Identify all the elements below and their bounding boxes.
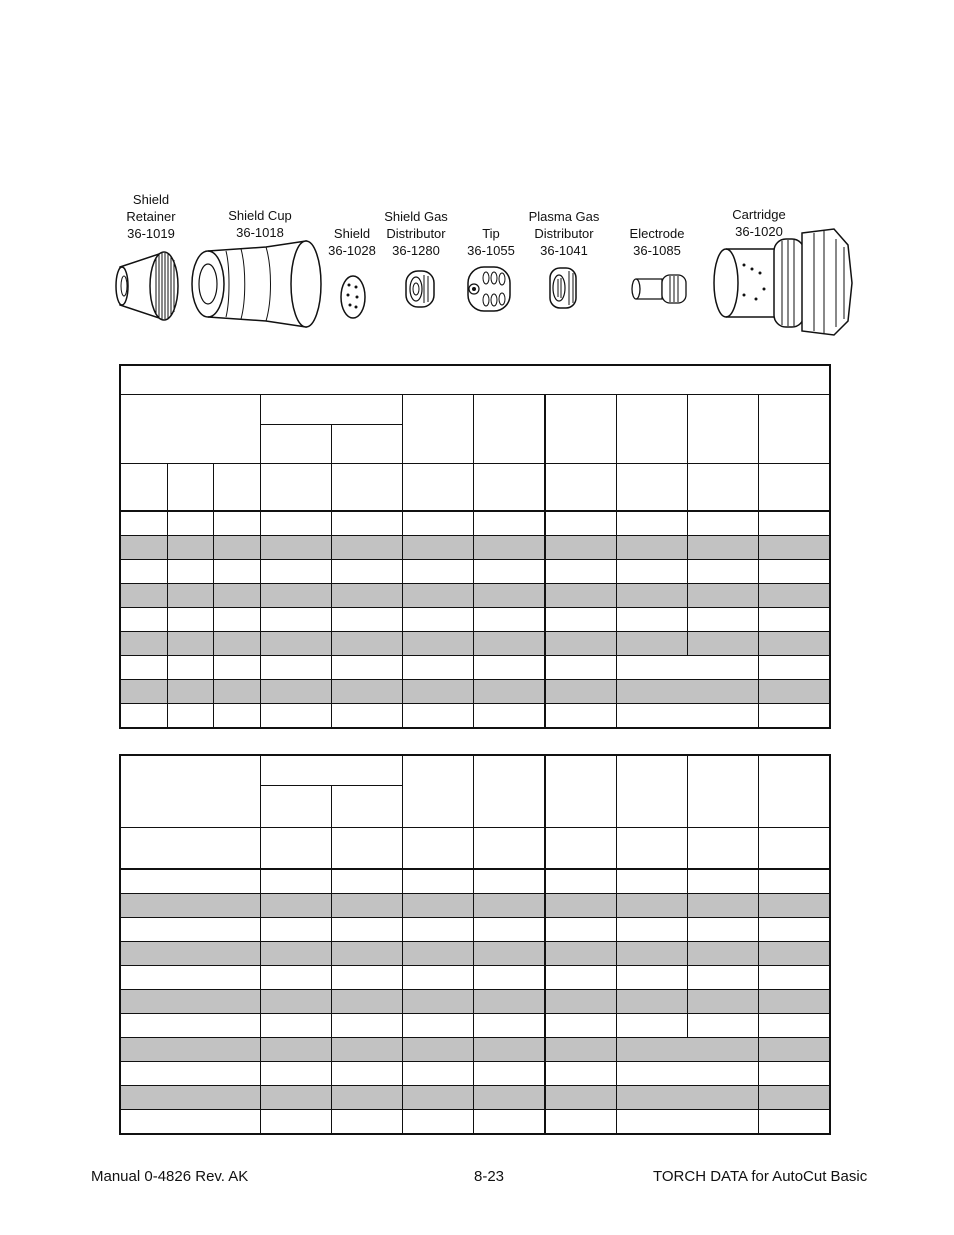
table-cell: [260, 990, 331, 1014]
header-cell: [331, 786, 402, 828]
table-cell: [167, 584, 213, 608]
table-cell: [758, 918, 830, 942]
table-cell: [120, 966, 260, 990]
table-cell: [260, 560, 331, 584]
table-cell: [473, 1110, 545, 1135]
shield-gas-distributor-drawing: [402, 267, 438, 311]
table-cell: [473, 1038, 545, 1062]
header-cell: [473, 395, 545, 464]
table-cell: [473, 1014, 545, 1038]
table-cell: [545, 1038, 616, 1062]
header-cell: [402, 395, 473, 464]
table-cell: [616, 869, 687, 894]
table-cell: [758, 869, 830, 894]
table-cell: [167, 632, 213, 656]
table-cell: [213, 632, 260, 656]
table-row: [120, 1086, 830, 1110]
footer-section-title: TORCH DATA for AutoCut Basic: [653, 1168, 868, 1185]
table-cell: [260, 942, 331, 966]
table-cell: [545, 1086, 616, 1110]
header-cell: [213, 464, 260, 512]
table-cell: [687, 511, 758, 536]
table-cell: [213, 584, 260, 608]
table-cell: [545, 704, 616, 729]
table-cell: [616, 1086, 758, 1110]
table-cell: [616, 966, 687, 990]
table-cell: [402, 511, 473, 536]
table-cell: [473, 536, 545, 560]
header-cell: [473, 755, 545, 828]
table-cell: [331, 704, 402, 729]
table-cell: [687, 918, 758, 942]
table-cell: [402, 584, 473, 608]
header-cell: [545, 755, 616, 828]
table-cell: [545, 511, 616, 536]
table-cell: [758, 1110, 830, 1135]
table-cell: [758, 1062, 830, 1086]
table-row: [120, 869, 830, 894]
footer-page-number: 8-23: [474, 1168, 505, 1185]
table-cell: [473, 869, 545, 894]
table-cell: [331, 680, 402, 704]
table-cell: [545, 990, 616, 1014]
part-label-shield: Shield 36-1028: [328, 226, 376, 258]
header-cell: [260, 786, 331, 828]
table-cell: [120, 918, 260, 942]
table-cell: [331, 1038, 402, 1062]
table-cell: [120, 942, 260, 966]
table-cell: [473, 632, 545, 656]
table-cell: [331, 632, 402, 656]
part-label-shield-cup: Shield Cup 36-1018: [228, 208, 292, 240]
table-cell: [402, 942, 473, 966]
table-cell: [331, 511, 402, 536]
header-cell: [260, 425, 331, 464]
table-cell: [545, 632, 616, 656]
table-cell: [167, 560, 213, 584]
table-cell: [545, 869, 616, 894]
cartridge-drawing: [706, 225, 862, 337]
table-cell: [167, 656, 213, 680]
table-cell: [758, 966, 830, 990]
table-cell: [473, 1062, 545, 1086]
header-cell: [331, 828, 402, 870]
table-cell: [402, 656, 473, 680]
table-cell: [687, 536, 758, 560]
table-cell: [473, 704, 545, 729]
table-cell: [260, 584, 331, 608]
header-cell: [120, 395, 260, 464]
header-cell: [260, 755, 402, 786]
table-cell: [473, 511, 545, 536]
table-cell: [687, 966, 758, 990]
table-row: [120, 680, 830, 704]
table-cell: [260, 1038, 331, 1062]
table-cell: [260, 918, 331, 942]
table-row: [120, 632, 830, 656]
table-cell: [402, 966, 473, 990]
table-cell: [473, 560, 545, 584]
table-cell: [616, 1110, 758, 1135]
table-row: [120, 656, 830, 680]
table-row: [120, 966, 830, 990]
table-cell: [402, 990, 473, 1014]
table-cell: [616, 584, 687, 608]
table-cell: [402, 704, 473, 729]
table-cell: [402, 608, 473, 632]
table-cell: [213, 511, 260, 536]
table-cell: [545, 584, 616, 608]
header-cell: [473, 828, 545, 870]
part-label-shield-retainer: Shield Retainer 36-1019: [126, 192, 176, 241]
table-header-row: [120, 395, 830, 425]
shield-drawing: [338, 273, 368, 321]
header-cell: [687, 755, 758, 828]
table-row: [120, 1110, 830, 1135]
table-cell: [545, 656, 616, 680]
table-cell: [167, 608, 213, 632]
table-cell: [687, 990, 758, 1014]
table-cell: [758, 632, 830, 656]
header-cell: [167, 464, 213, 512]
header-cell: [616, 464, 687, 512]
table-cell: [331, 1014, 402, 1038]
table-cell: [473, 918, 545, 942]
table-cell: [687, 894, 758, 918]
table-cell: [260, 1110, 331, 1135]
table-cell: [402, 1062, 473, 1086]
table-cell: [260, 656, 331, 680]
table-cell: [331, 1062, 402, 1086]
header-cell: [758, 828, 830, 870]
table-cell: [758, 942, 830, 966]
table-cell: [687, 942, 758, 966]
table-cell: [758, 656, 830, 680]
table-cell: [167, 536, 213, 560]
table-cell: [402, 869, 473, 894]
table-cell: [331, 584, 402, 608]
table-cell: [758, 1038, 830, 1062]
table-cell: [402, 1086, 473, 1110]
table-cell: [260, 511, 331, 536]
table-cell: [758, 536, 830, 560]
part-label-shield-gas-distributor: Shield Gas Distributor 36-1280: [384, 209, 448, 258]
table-cell: [545, 608, 616, 632]
header-cell: [687, 828, 758, 870]
table-row: [120, 560, 830, 584]
header-cell: [545, 828, 616, 870]
table-cell: [120, 656, 167, 680]
table-row: [120, 1062, 830, 1086]
table-cell: [331, 608, 402, 632]
table-cell: [213, 560, 260, 584]
table-cell: [616, 918, 687, 942]
table-title-cell: [120, 365, 830, 395]
table-cell: [402, 536, 473, 560]
table-row: [120, 918, 830, 942]
header-cell: [616, 755, 687, 828]
table-cell: [402, 918, 473, 942]
header-cell: [120, 464, 167, 512]
header-cell: [402, 828, 473, 870]
table-cell: [213, 608, 260, 632]
table-cell: [213, 656, 260, 680]
table-cell: [616, 990, 687, 1014]
table-cell: [260, 680, 331, 704]
table-cell: [758, 1086, 830, 1110]
table-cell: [260, 632, 331, 656]
table-cell: [758, 990, 830, 1014]
table-cell: [331, 990, 402, 1014]
table-cell: [213, 536, 260, 560]
header-cell: [616, 395, 687, 464]
part-label-electrode: Electrode 36-1085: [629, 226, 685, 258]
header-cell: [545, 464, 616, 512]
table-cell: [402, 632, 473, 656]
shield-cup-drawing: [186, 237, 326, 332]
table-cell: [616, 632, 687, 656]
table-cell: [402, 1014, 473, 1038]
header-cell: [758, 395, 830, 464]
header-cell: [331, 425, 402, 464]
header-cell: [758, 755, 830, 828]
table-cell: [545, 536, 616, 560]
shield-retainer-drawing: [112, 247, 182, 327]
table-cell: [545, 1062, 616, 1086]
plasma-gas-distributor-drawing: [546, 265, 580, 311]
table-cell: [616, 1062, 758, 1086]
table-cell: [545, 918, 616, 942]
table-cell: [213, 704, 260, 729]
table-cell: [167, 704, 213, 729]
table-cell: [758, 1014, 830, 1038]
table-cell: [260, 894, 331, 918]
table-cell: [758, 680, 830, 704]
table-cell: [260, 536, 331, 560]
table-cell: [331, 869, 402, 894]
part-label-plasma-gas-distributor: Plasma Gas Distributor 36-1041: [528, 209, 600, 258]
table-title-row: [120, 365, 830, 395]
table-cell: [120, 869, 260, 894]
table-cell: [616, 704, 758, 729]
table-cell: [473, 1086, 545, 1110]
header-cell: [260, 464, 331, 512]
table-cell: [473, 894, 545, 918]
table-cell: [331, 1110, 402, 1135]
table-cell: [167, 511, 213, 536]
table-cell: [331, 966, 402, 990]
table-row: [120, 942, 830, 966]
table-cell: [213, 680, 260, 704]
table-row: [120, 511, 830, 536]
table-row: [120, 894, 830, 918]
table-cell: [402, 680, 473, 704]
table-cell: [616, 560, 687, 584]
table-cell: [687, 584, 758, 608]
table-row: [120, 608, 830, 632]
table-cell: [616, 894, 687, 918]
table-header-row: [120, 464, 830, 512]
table-cell: [545, 1014, 616, 1038]
header-cell: [687, 395, 758, 464]
table-cell: [120, 1038, 260, 1062]
table-cell: [331, 560, 402, 584]
table-cell: [473, 966, 545, 990]
table-cell: [120, 1062, 260, 1086]
table-cell: [616, 1014, 687, 1038]
table-cell: [616, 536, 687, 560]
table-header-row: [120, 828, 830, 870]
table-row: [120, 1014, 830, 1038]
table-cell: [687, 560, 758, 584]
table-cell: [545, 680, 616, 704]
table-cell: [260, 608, 331, 632]
electrode-drawing: [626, 271, 694, 307]
table-cell: [687, 608, 758, 632]
table-cell: [260, 1086, 331, 1110]
table-cell: [687, 632, 758, 656]
table-cell: [120, 511, 167, 536]
table-cell: [758, 704, 830, 729]
part-label-tip: Tip 36-1055: [467, 226, 515, 258]
table-cell: [402, 1038, 473, 1062]
header-cell: [120, 755, 260, 828]
header-cell: [758, 464, 830, 512]
table-cell: [120, 990, 260, 1014]
table-cell: [545, 894, 616, 918]
table-cell: [616, 511, 687, 536]
table-cell: [758, 511, 830, 536]
table-cell: [167, 680, 213, 704]
header-cell: [402, 755, 473, 828]
table-cell: [331, 942, 402, 966]
header-cell: [687, 464, 758, 512]
table-cell: [120, 704, 167, 729]
table-cell: [331, 918, 402, 942]
table-cell: [260, 869, 331, 894]
table-row: [120, 584, 830, 608]
table-cell: [473, 942, 545, 966]
table-cell: [545, 1110, 616, 1135]
table-cell: [758, 560, 830, 584]
table-row: [120, 704, 830, 729]
table-cell: [402, 1110, 473, 1135]
data-table-lower: [119, 754, 831, 1135]
tip-drawing: [464, 263, 514, 315]
table-cell: [687, 1014, 758, 1038]
table-cell: [260, 966, 331, 990]
header-cell: [260, 828, 331, 870]
table-cell: [473, 680, 545, 704]
table-cell: [545, 942, 616, 966]
table-cell: [473, 656, 545, 680]
table-cell: [616, 608, 687, 632]
table-cell: [758, 608, 830, 632]
table-cell: [260, 1014, 331, 1038]
table-cell: [120, 1086, 260, 1110]
table-cell: [758, 894, 830, 918]
table-cell: [402, 560, 473, 584]
table-cell: [545, 966, 616, 990]
table-header-row: [120, 755, 830, 786]
table-cell: [120, 608, 167, 632]
table-cell: [402, 894, 473, 918]
table-row: [120, 536, 830, 560]
header-cell: [473, 464, 545, 512]
table-cell: [120, 1110, 260, 1135]
table-cell: [120, 1014, 260, 1038]
table-cell: [616, 1038, 758, 1062]
table-row: [120, 1038, 830, 1062]
table-cell: [687, 869, 758, 894]
table-cell: [616, 680, 758, 704]
header-cell: [545, 395, 616, 464]
table-cell: [331, 894, 402, 918]
data-table-upper: [119, 364, 831, 729]
table-cell: [758, 584, 830, 608]
table-cell: [120, 560, 167, 584]
table-cell: [473, 584, 545, 608]
table-cell: [473, 990, 545, 1014]
table-cell: [331, 1086, 402, 1110]
table-cell: [331, 536, 402, 560]
table-cell: [120, 894, 260, 918]
header-cell: [616, 828, 687, 870]
header-cell: [260, 395, 402, 425]
table-cell: [120, 584, 167, 608]
table-cell: [331, 656, 402, 680]
header-cell: [120, 828, 260, 870]
table-cell: [260, 1062, 331, 1086]
header-cell: [402, 464, 473, 512]
table-cell: [120, 536, 167, 560]
table-cell: [473, 608, 545, 632]
header-cell: [331, 464, 402, 512]
part-label-cartridge: Cartridge 36-1020: [732, 207, 786, 239]
table-cell: [616, 942, 687, 966]
footer-manual-number: Manual 0-4826 Rev. AK: [91, 1168, 249, 1185]
table-cell: [120, 632, 167, 656]
table-row: [120, 990, 830, 1014]
table-cell: [120, 680, 167, 704]
table-cell: [616, 656, 758, 680]
parts-illustration: [100, 185, 880, 345]
table-cell: [260, 704, 331, 729]
table-cell: [545, 560, 616, 584]
